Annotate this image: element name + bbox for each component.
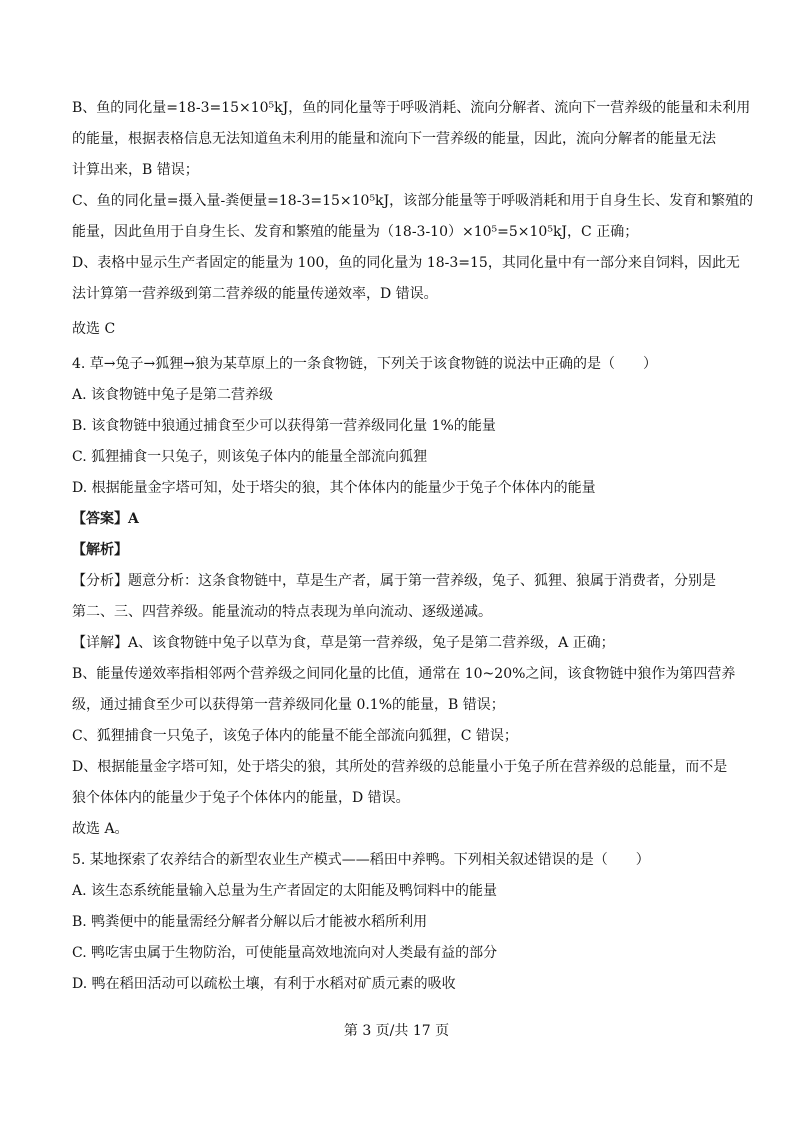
- detail-text: 狼个体体内的能量少于兔子个体体内的能量，D 错误。: [72, 790, 410, 806]
- text-line: 能量，因此鱼用于自身生长、发育和繁殖的能量为（18-3-10）×10⁵=5×10⁵kJ，C 正确；: [72, 224, 639, 240]
- answer-conclusion: 故选 A。: [72, 821, 129, 837]
- question-5-option-c: C. 鸭吃害虫属于生物防治，可使能量高效地流向对人类最有益的部分: [72, 945, 498, 961]
- question-4-stem: 4. 草→兔子→狐狸→狼为某草原上的一条食物链，下列关于该食物链的说法中正确的是（ ）: [72, 356, 657, 372]
- detail-text: 级，通过捕食至少可以获得第一营养级同化量 0.1%的能量，B 错误；: [72, 697, 505, 713]
- detail-text: 【详解】A、该食物链中兔子以草为食，草是第一营养级，兔子是第二营养级，A 正确；: [72, 635, 615, 651]
- text-line: B、鱼的同化量=18-3=15×10⁵kJ，鱼的同化量等于呼吸消耗、流向分解者、流向下一营养级的能量和未利用: [72, 100, 751, 116]
- page-content: [72, 93, 754, 1000]
- answer-conclusion: 故选 C: [72, 321, 116, 337]
- detail-text: B、能量传递效率指相邻两个营养级之间同化量的比值，通常在 10~20%之间，该食物链中狼作为第四营养: [72, 666, 736, 682]
- answer-label: 【答案】A: [72, 511, 139, 527]
- question-4-option-c: C. 狐狸捕食一只兔子，则该兔子体内的能量全部流向狐狸: [72, 449, 428, 465]
- question-5-option-a: A. 该生态系统能量输入总量为生产者固定的太阳能及鸭饲料中的能量: [72, 883, 498, 899]
- question-4-option-b: B. 该食物链中狼通过捕食至少可以获得第一营养级同化量 1%的能量: [72, 418, 496, 434]
- question-4-option-a: A. 该食物链中兔子是第二营养级: [72, 387, 274, 403]
- detail-text: D、根据能量金字塔可知，处于塔尖的狼，其所处的营养级的总能量小于兔子所在营养级的总能量，而不是: [72, 759, 728, 775]
- question-5-option-d: D. 鸭在稻田活动可以疏松土壤，有利于水稻对矿质元素的吸收: [72, 976, 456, 992]
- question-5-option-b: B. 鸭粪便中的能量需经分解者分解以后才能被水稻所利用: [72, 914, 428, 930]
- text-line: 法计算第一营养级到第二营养级的能量传递效率，D 错误。: [72, 286, 438, 302]
- page-number: 第 3 页/共 17 页: [343, 1023, 450, 1039]
- text-line: D、表格中显示生产者固定的能量为 100，鱼的同化量为 18-3=15，其同化量中有一部分来自饲料，因此无: [72, 255, 740, 271]
- text-line: 计算出来，B 错误；: [72, 162, 199, 178]
- question-4-option-d: D. 根据能量金字塔可知，处于塔尖的狼，其个体体内的能量少于兔子个体体内的能量: [72, 480, 596, 496]
- text-line: 的能量，根据表格信息无法知道鱼未利用的能量和流向下一营养级的能量，因此，流向分解者的能量无法: [72, 131, 716, 147]
- detail-text: C、狐狸捕食一只兔子，该兔子体内的能量不能全部流向狐狸，C 错误；: [72, 728, 518, 744]
- text-line: C、鱼的同化量=摄入量-粪便量=18-3=15×10⁵kJ，该部分能量等于呼吸消耗和用于自身生长、发育和繁殖的: [72, 193, 754, 209]
- question-5-stem: 5. 某地探索了农养结合的新型农业生产模式——稻田中养鸭。下列相关叙述错误的是（ ）: [72, 852, 650, 868]
- analysis-text: 第二、三、四营养级。能量流动的特点表现为单向流动、逐级递减。: [72, 604, 492, 620]
- analysis-label: 【解析】: [72, 542, 128, 558]
- analysis-text: 【分析】题意分析：这条食物链中，草是生产者，属于第一营养级，兔子、狐狸、狼属于消费者，分别是: [72, 573, 716, 589]
